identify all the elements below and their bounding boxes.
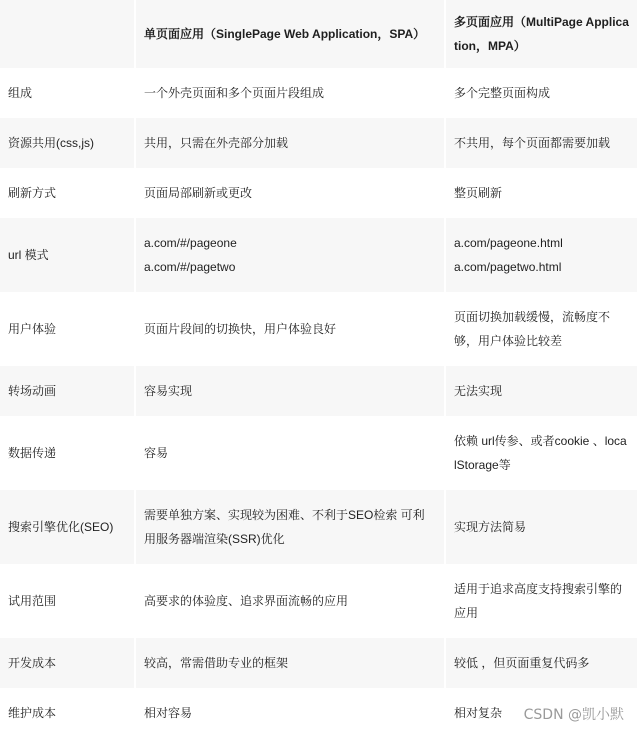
cell-mpa xyxy=(445,218,638,292)
cell-mpa xyxy=(445,638,638,688)
cell-text: 容易实现 xyxy=(144,384,193,398)
cell-mpa xyxy=(445,366,638,416)
cell-text: 较高，常需借助专业的框架 xyxy=(144,656,289,670)
cell-spa xyxy=(135,292,445,366)
cell-spa xyxy=(135,168,445,218)
cell-mpa xyxy=(445,168,638,218)
cell-aspect: 转场动画 xyxy=(0,366,135,416)
cell-text: 容易 xyxy=(144,446,169,460)
header-spa: 单页面应用（SinglePage Web Application，SPA） xyxy=(135,0,445,68)
cell-text: 页面切换加载缓慢，流畅度不够，用户体验比较差 xyxy=(454,310,611,348)
cell-text: 页面片段间的切换快，用户体验良好 xyxy=(144,322,337,336)
cell-text: 多个完整页面构成 xyxy=(454,86,551,100)
cell-mpa xyxy=(445,416,638,490)
cell-spa xyxy=(135,688,445,738)
cell-spa xyxy=(135,68,445,118)
header-aspect xyxy=(0,0,135,68)
table-row xyxy=(0,292,638,366)
cell-aspect: 用户体验 xyxy=(0,292,135,366)
table-row xyxy=(0,416,638,490)
cell-text: a.com/#/pagetwo xyxy=(144,260,236,274)
cell-spa xyxy=(135,366,445,416)
cell-mpa xyxy=(445,564,638,638)
cell-aspect: 开发成本 xyxy=(0,638,135,688)
table-header-row xyxy=(0,0,638,68)
cell-aspect: 试用范围 xyxy=(0,564,135,638)
cell-mpa xyxy=(445,118,638,168)
cell-aspect: 搜索引擎优化(SEO) xyxy=(0,490,135,564)
cell-text: 一个外壳页面和多个页面片段组成 xyxy=(144,86,325,100)
cell-text: 页面局部刷新或更改 xyxy=(144,186,253,200)
cell-spa xyxy=(135,638,445,688)
cell-spa xyxy=(135,118,445,168)
cell-text: 实现方法简易 xyxy=(454,520,527,534)
table-row xyxy=(0,490,638,564)
cell-text: 共用，只需在外壳部分加载 xyxy=(144,136,289,150)
cell-text: 不共用，每个页面都需要加载 xyxy=(454,136,611,150)
table-row xyxy=(0,118,638,168)
cell-spa xyxy=(135,564,445,638)
cell-aspect: 组成 xyxy=(0,68,135,118)
cell-mpa xyxy=(445,68,638,118)
cell-aspect: 数据传递 xyxy=(0,416,135,490)
cell-spa xyxy=(135,218,445,292)
table-row xyxy=(0,638,638,688)
cell-spa xyxy=(135,490,445,564)
cell-text: 需要单独方案、实现较为困难、不利于SEO检索 可利用服务器端渲染(SSR)优化 xyxy=(144,508,425,546)
cell-aspect: 刷新方式 xyxy=(0,168,135,218)
cell-aspect: url 模式 xyxy=(0,218,135,292)
cell-aspect: 资源共用(css,js) xyxy=(0,118,135,168)
cell-text: 相对容易 xyxy=(144,706,193,720)
cell-text: 适用于追求高度支持搜索引擎的应用 xyxy=(454,582,623,620)
cell-mpa xyxy=(445,490,638,564)
table-body xyxy=(0,68,638,738)
table-row xyxy=(0,68,638,118)
cell-text: a.com/pageone.html xyxy=(454,236,563,250)
cell-text: 较低 ，但页面重复代码多 xyxy=(454,656,590,670)
cell-text: 高要求的体验度、追求界面流畅的应用 xyxy=(144,594,349,608)
watermark: CSDN @凯小默 xyxy=(523,707,624,723)
table-row xyxy=(0,168,638,218)
cell-text: 无法实现 xyxy=(454,384,503,398)
cell-text: 依赖 url传参、或者cookie 、localStorage等 xyxy=(454,434,627,472)
cell-mpa xyxy=(445,292,638,366)
table-row xyxy=(0,366,638,416)
header-mpa: 多页面应用（MultiPage Application，MPA） xyxy=(445,0,638,68)
table-row xyxy=(0,218,638,292)
cell-text: 相对复杂 xyxy=(454,706,503,720)
cell-aspect: 维护成本 xyxy=(0,688,135,738)
cell-spa xyxy=(135,416,445,490)
table-row xyxy=(0,564,638,638)
cell-text: a.com/pagetwo.html xyxy=(454,260,562,274)
cell-text: a.com/#/pageone xyxy=(144,236,237,250)
cell-text: 整页刷新 xyxy=(454,186,503,200)
